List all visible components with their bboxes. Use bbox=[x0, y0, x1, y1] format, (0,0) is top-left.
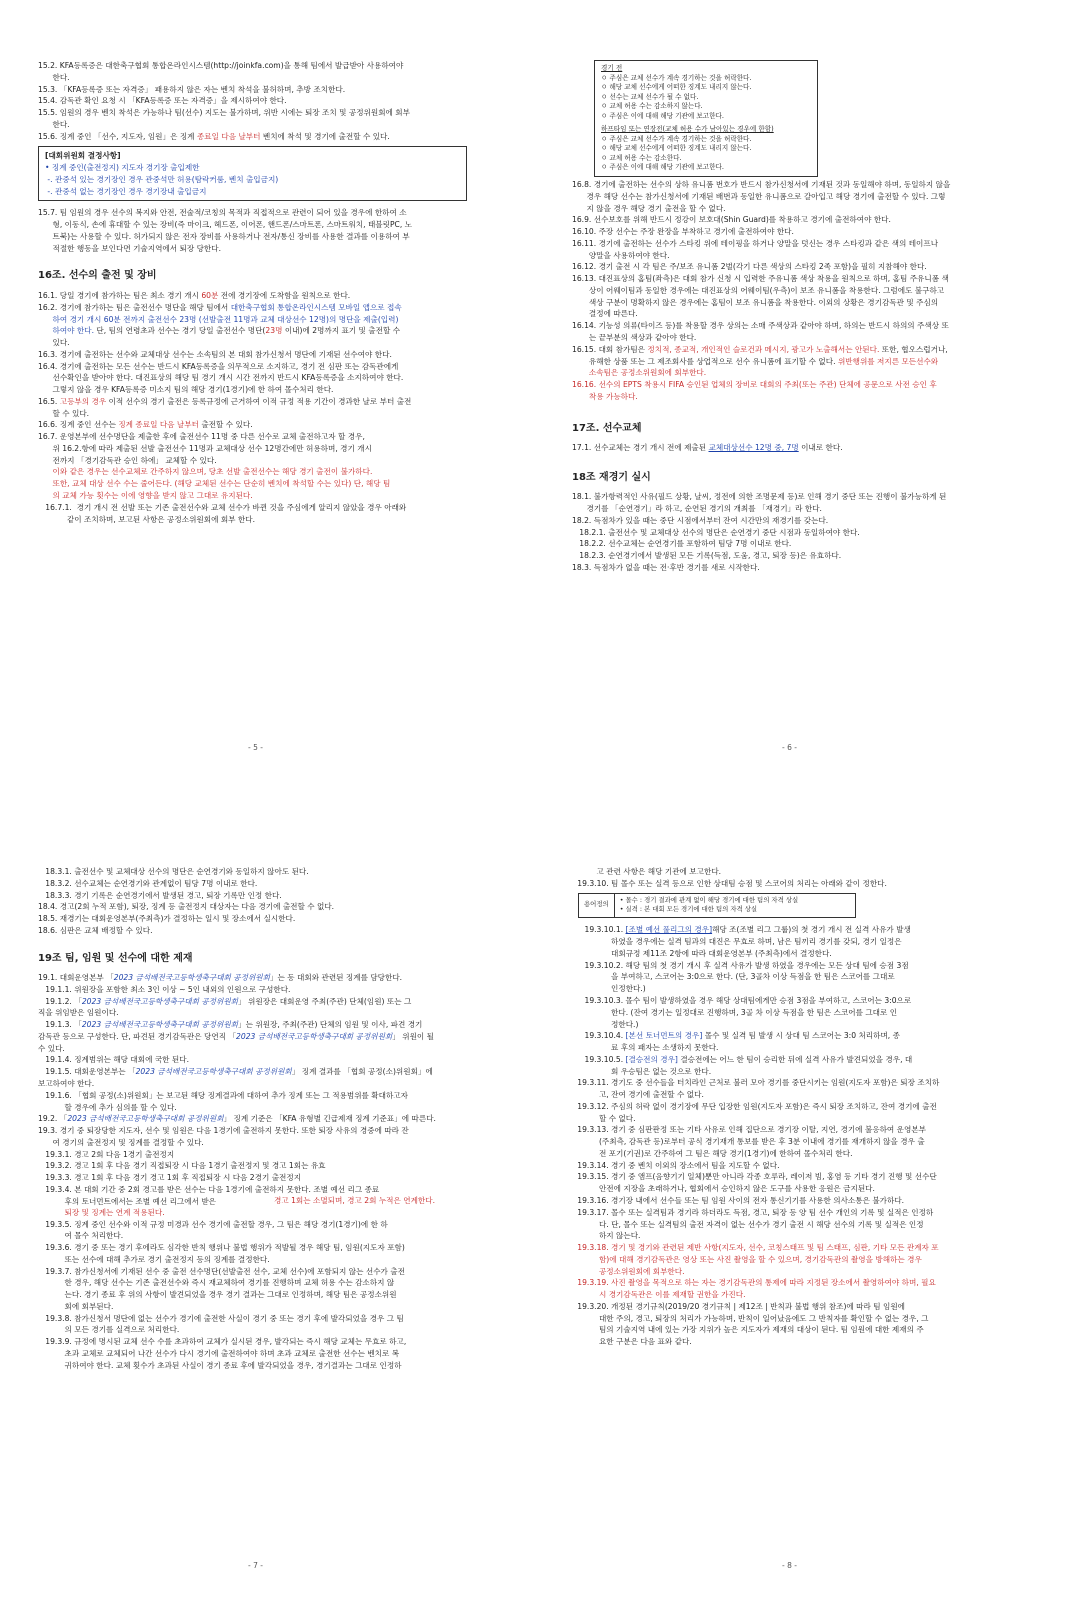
rule-16-2-line2: 하여 경기 개시 60분 전까지 출전선수 23명 (선발출전 11명과 교체 대상선수 12명)의 명단을 제출(입력) bbox=[38, 314, 399, 324]
rule-19-2 bbox=[38, 1113, 488, 1125]
rule-16-2-line4: 있다. bbox=[38, 338, 70, 348]
text-line: ㅇ 선수는 교체 선수가 될 수 없다. bbox=[601, 92, 699, 101]
text: 」 징계 결과를 「협회 공정(소)위원회」에 bbox=[291, 1067, 433, 1077]
text-line: 19.3.1. 경고 2회 다음 1경기 출전정지 bbox=[38, 1149, 175, 1159]
text-red: 60분 bbox=[201, 290, 219, 300]
text-line: 15.3. 「KFA등록증 또는 자격증」 패용하지 않은 자는 벤치 착석을 불허하며, 추방 조치한다. bbox=[38, 84, 346, 94]
text-line: 19.3.18. 경기 및 경기와 관련된 제반 사항(지도자, 선수, 코칭스태프 및 팀 스태프, 심판, 기타 모든 관계자 포 bbox=[570, 1243, 939, 1253]
rule-16-7 bbox=[38, 431, 478, 466]
text-line: 16.10. 주장 선수는 주장 완장을 부착하고 경기에 출전하여야 한다. bbox=[572, 227, 794, 237]
rule-16-1 bbox=[38, 290, 478, 302]
text: 16.6. 징계 중인 선수는 bbox=[38, 420, 119, 430]
substitution-conditions-box bbox=[594, 60, 818, 177]
rule-19-1-4: 19.1.4. 징계범위는 해당 대회에 국한 된다. bbox=[38, 1055, 189, 1065]
text-line: 고, 잔여 경기에 출전할 수 없다. bbox=[570, 1090, 704, 1100]
text-line: 하지 않는다. bbox=[570, 1231, 641, 1241]
text-red: 고등부의 경우 bbox=[59, 396, 107, 406]
text-blue-underlined: 교체대상선수 12명 중, 7명 bbox=[708, 443, 799, 453]
text-line: 정한다.) bbox=[570, 1019, 639, 1029]
text-line: -. 관중석 있는 경기장인 경우 관중석만 허용(탐락커룸, 벤치 출입금지) bbox=[45, 174, 279, 184]
text-line: 15.2. KFA등록증은 대한축구협회 통합온라인시스템(http://joinkfa.com)을 통해 팀에서 발급받아 사용하여야 bbox=[38, 61, 404, 70]
rule-19-1-3-line2 bbox=[38, 1031, 488, 1043]
box-lines-before bbox=[601, 74, 811, 122]
rule-16-5-line2: 할 수 있다. bbox=[38, 408, 90, 418]
text-line: 지 않을 경우 해당 경기 출전을 할 수 없다. bbox=[572, 203, 726, 213]
text-line: 19.3.2. 경고 1회 후 다음 경기 직접퇴장 시 다음 1경기 출전정지 및 경고 1회는 유효 bbox=[38, 1161, 326, 1171]
rule-16-5 bbox=[38, 396, 478, 408]
text-line: 18.3.2. 선수교체는 순연경기와 관계없이 팀당 7명 이내로 한다. bbox=[38, 878, 258, 888]
text-line: 팀의 기술지역 내에 있는 가장 지위가 높은 지도자가 제재의 대상이 된다. 팀 임원에 대한 제재의 주 bbox=[570, 1325, 924, 1335]
text-line: 19.3.3. 경고 1회 후 다음 경기 경고 1회 후 직접퇴장 시 다음 2경기 출전정지 bbox=[38, 1173, 302, 1183]
text-line: 양말을 사용하여야 한다. bbox=[572, 250, 670, 260]
text-line: 형, 이동식, 손에 휴대할 수 있는 장비(즉 마이크, 헤드폰, 이어폰, 핸드폰/스마트폰, 스마트워치, 태블릿PC, 노 bbox=[38, 220, 412, 230]
rule-16-16: 16.16. 선수의 EPTS 착용시 FIFA 승인된 업체의 장비로 대회의 주최(또는 주관) 단체에 공문으로 사전 승인 후 bbox=[572, 380, 937, 390]
text: 16.1. 당일 경기에 참가하는 팀은 최소 경기 개시 bbox=[38, 290, 202, 300]
text-line: 또한, 교체 대상 선수 수는 줄어든다. (해당 교체된 선수는 단순히 벤치에 착석할 수는 있다) 단, 해당 팀 bbox=[38, 479, 391, 489]
text: 」는 위원장, 주최(주관) 단체의 임원 및 이사, 파견 경기 bbox=[238, 1020, 423, 1030]
text-line: 16.3. 경기에 출전하는 선수와 교체대상 선수는 소속팀의 본 대회 참가신청서 명단에 기재된 선수여야 한다. bbox=[38, 349, 392, 359]
text: 15.6. 징계 중인 「선수, 지도자, 임원」은 징계 bbox=[38, 131, 197, 141]
text-line: 대한 주의, 경고, 퇴장의 처리가 가능하며, 반칙이 일어났음에도 그 반칙자를 확인할 수 없는 경우, 그 bbox=[570, 1313, 929, 1323]
text-line: 회에 회부된다. bbox=[38, 1301, 114, 1311]
page-number-7: - 7 - bbox=[248, 1561, 263, 1570]
text-line: 18.5. 재경기는 대회운영본부(주최측)가 결정하는 일시 및 장소에서 실시한다. bbox=[38, 914, 296, 924]
text-line: 16.7. 운영본부에 선수명단을 제출한 후에 출전선수 11명 중 다른 선수로 교체 출전하고자 할 경우, bbox=[38, 432, 365, 442]
text-line: 19.3.10.3. 몰수 팀이 발생하였을 경우 해당 상대팀에게만 승점 3점을 부여하고, 스코어는 3:0으로 bbox=[570, 995, 912, 1005]
text-blue: 2023 금석배전국고등학생축구대회 공정위원회 bbox=[67, 1114, 224, 1124]
rule-16-16-line2: 착용 가능하다. bbox=[572, 391, 638, 401]
rule-17-1 bbox=[572, 442, 1022, 454]
text-line: -. 관중석 없는 경기장인 경우 경기장내 출입금지 bbox=[45, 186, 207, 196]
definition-lines bbox=[620, 896, 850, 916]
text-line: 19.3.13. 경기 중 심판판정 또는 기타 사유로 인해 집단으로 경기장 이탈, 지연, 경기에 불응하여 운영본부 bbox=[570, 1125, 927, 1135]
heading-article-17: 17조. 선수교체 bbox=[572, 422, 642, 434]
heading-article-18: 18조 재경기 실시 bbox=[572, 471, 651, 483]
rule-15-7 bbox=[38, 207, 478, 254]
text-line: 19.3. 경기 중 퇴장당한 지도자, 선수 및 임원은 다음 1경기에 출전하지 못한다. 또한 퇴장 사유의 경중에 따라 잔 bbox=[38, 1126, 409, 1136]
text-line: 초과 교체로 교체되어 나간 선수가 다시 경기에 출전하여야 하며 초과 교체로 출전한 선수는 벤치로 복 bbox=[38, 1348, 400, 1358]
text-line: 18.2.1. 출전선수 및 교체대상 선수의 명단은 순연경기 중단 시점과 동일하여야 한다. bbox=[572, 527, 860, 537]
text: 19.3.10.4. bbox=[570, 1031, 626, 1041]
text-line: 같이 조치하며, 보고된 사항은 공정소위원회에 회부 한다. bbox=[38, 514, 255, 524]
rules-16-3-16-4 bbox=[38, 349, 478, 396]
box-title: [대회위원회 결정사항] bbox=[45, 151, 121, 161]
text-line: ㅇ 주심은 이에 대해 해당 기관에 보고한다. bbox=[601, 163, 724, 172]
text-line: 16.13. 대진표상의 홈팀(좌측)은 대회 참가 신청 시 입력한 주유니폼 색상 착용을 원칙으로 하며, 홈팀 주유니폼 색 bbox=[572, 274, 949, 284]
rules-19-3-5-19-3-9 bbox=[38, 1219, 488, 1372]
text-line: 또는 선수에 대해 추가로 경기 출전정지 등의 징계를 결정한다. bbox=[38, 1254, 270, 1264]
text-line: 적절한 행동을 보인다면 기술지역에서 퇴장 당한다. bbox=[38, 243, 222, 253]
rule-19-1-2-line2: 직을 위임받은 임원이다. bbox=[38, 1008, 119, 1018]
text: 또한, 협오스럽거나, bbox=[879, 344, 948, 354]
rule-19-1-3 bbox=[38, 1019, 488, 1031]
rule-16-2-line3 bbox=[38, 325, 478, 337]
text-line: 전까지 「경기감독관 승인 하에」 교체할 수 있다. bbox=[38, 455, 217, 465]
rule-19-1-2 bbox=[38, 996, 488, 1008]
text-line: 경우 해당 선수는 참가신청서에 기재된 배번과 동일한 유니폼으로 갈아입고 해당 경기에 출전할 수 있다. 그렇 bbox=[572, 191, 946, 201]
text-line: • 실격 : 본 대회 모든 경기에 대한 팀의 자격 상실 bbox=[619, 905, 758, 914]
text-line: • 몰수 : 경기 결과에 관계 없이 해당 경기에 대한 팀의 자격 상실 bbox=[619, 895, 799, 904]
text-line: 19.3.17. 몰수 또는 실격팀과 경기라 하더라도 득점, 경고, 퇴장 등 양 팀 선수 개인의 기록 및 실적은 인정하 bbox=[570, 1207, 934, 1217]
text-line: 고 관련 사항은 해당 기관에 보고한다. bbox=[570, 867, 722, 876]
rule-16-7-1 bbox=[38, 502, 478, 526]
rules-19-3-9-19-3-10 bbox=[570, 866, 1025, 890]
heading-article-19: 19조 팀, 임원 및 선수에 대한 제재 bbox=[38, 952, 193, 964]
text-line: ㅇ 교체 허용 수는 감소한다. bbox=[601, 153, 682, 162]
box-title-halftime: 하프타임 또는 연장전(교체 허용 수가 남아있는 경우에 한함) bbox=[601, 125, 774, 134]
page-6 bbox=[572, 60, 1022, 574]
text-line: 19.3.6. 경기 중 또는 경기 후에라도 심각한 반칙 행위나 불법 행위가 적발될 경우 해당 팀, 임원(지도자 포함) bbox=[38, 1243, 405, 1253]
text-line: 19.3.12. 주심의 허락 없이 경기장에 무단 입장한 임원(지도자 포함)은 즉시 퇴장 조치하고, 잔여 경기에 출전 bbox=[570, 1101, 937, 1111]
text: 」 징계 기준은 「KFA 유형별 긴급제재 징계 기준표」에 따른다. bbox=[223, 1114, 436, 1124]
text-blue: 2023 금석배전국고등학생축구대회 공정위원회 bbox=[81, 996, 239, 1006]
text-line: 한다. bbox=[38, 119, 70, 129]
text-line: 16.9. 선수보호를 위해 반드시 정강이 보호대(Shin Guard)를 착용하고 경기에 출전하여야 한다. bbox=[572, 215, 891, 225]
text-line: 18.6. 심판은 교체 배정할 수 있다. bbox=[38, 925, 153, 935]
text-line: 의 모든 경기를 실격으로 처리한다. bbox=[38, 1325, 180, 1335]
text-line: 트북)는 사용할 수 있다. 허가되지 않은 전자 장비를 사용하거나 전자/통신 장비를 사용한 결과를 이용하여 부 bbox=[38, 231, 410, 241]
text: 출전할 수 있다. bbox=[198, 420, 253, 430]
rule-19-3-10-5 bbox=[570, 1054, 1025, 1066]
text-line: 이와 같은 경우는 선수교체로 간주하지 않으며, 당초 선발 출전선수는 해당 경기 출전이 불가하다. bbox=[38, 467, 373, 477]
text-line: 15.5. 임원의 경우 벤치 착석은 가능하나 팀(선수) 지도는 불가하며, 위반 시에는 퇴장 조치 및 공정위원회에 회부 bbox=[38, 108, 410, 118]
text: 」는 동 대회와 관련된 징계를 담당한다. bbox=[269, 973, 403, 983]
text: 」 위원장은 대회운영 주최(주관) 단체(임원) 또는 그 bbox=[238, 996, 412, 1006]
text: 19.3.10.5. bbox=[570, 1054, 626, 1064]
text-line: • 징계 중인(출전정지) 지도자 경기장 출입제한 bbox=[45, 163, 200, 173]
rule-19-3-20 bbox=[570, 1301, 1025, 1348]
box-lines-halftime bbox=[601, 135, 811, 173]
text: 감독관 등으로 구성한다. 단, 파견된 경기감독관은 당연직 「 bbox=[38, 1031, 237, 1041]
rule-19-1-3-line3: 수 있다. bbox=[38, 1043, 65, 1053]
text: 19.1.2. 「 bbox=[38, 996, 82, 1006]
page-7 bbox=[38, 866, 488, 1372]
text-line: 한 경우, 해당 선수는 기존 출전선수와 즉시 재교체하여 경기를 진행하며 교체 허용 수는 감소하지 않 bbox=[38, 1278, 395, 1288]
text-line: 19.3.11. 경기도 중 선수들을 터치라인 근처로 불러 모아 경기를 중단시키는 임원(지도자 포함)은 퇴장 조치하 bbox=[570, 1078, 940, 1088]
text-line: 18.2. 득점차가 있을 때는 중단 시점에서부터 잔여 시간만의 재경기를 갖는다. bbox=[572, 515, 829, 525]
text-line: 16.11. 경기에 출전하는 선수가 스타킹 위에 테이핑을 하거나 양말을 덧신는 경우 스타킹과 같은 색의 테이프나 bbox=[572, 238, 939, 248]
text-line: 결정에 따른다. bbox=[572, 309, 638, 319]
rules-18 bbox=[572, 491, 1022, 573]
text-line: 19.3.10.2. 해당 팀의 첫 경기 개시 후 실격 사유가 발생 하였을 경우에는 모든 상대 팀에 승점 3점 bbox=[570, 960, 909, 970]
page-number-5: - 5 - bbox=[248, 743, 263, 752]
text-line: 후의 토너먼트에서는 조별 예선 리그에서 받은 bbox=[38, 1196, 219, 1206]
text-line: 한다. bbox=[38, 72, 70, 82]
rule-16-15-line3: 소속팀은 공정소위원회에 회부한다. bbox=[572, 368, 707, 378]
text-line: 여 경기의 출전정지 및 징계를 결정할 수 있다. bbox=[38, 1137, 204, 1147]
text-line: 19.1.6. 「협회 공정(소)위원회」는 보고된 해당 징계결과에 대하여 추가 징계 또는 그 적용범위를 확대하고자 bbox=[38, 1090, 408, 1100]
text-line: 의 교체 가능 횟수는 이에 영향을 받지 않고 그대로 유지된다. bbox=[38, 491, 253, 500]
text-line: 시 경기감독관은 이를 제재할 권한을 가진다. bbox=[570, 1290, 746, 1300]
text: 19.2. 「 bbox=[38, 1114, 68, 1124]
text: 16.15. 대회 참가팀은 bbox=[572, 344, 648, 354]
text-line: 16.8. 경기에 출전하는 선수의 상하 유니폼 번호가 반드시 참가신청서에 기재된 것과 동일해야 하며, 동일하지 않을 bbox=[572, 180, 951, 190]
text-line: 색상 구분이 명확하지 않은 경우에는 홈팀이 보조 유니폼을 착용한다. 이외의 상황은 경기감독관 및 주심의 bbox=[572, 297, 939, 307]
text-line: 15.4. 감독관 확인 요청 시 「KFA등록증 또는 자격증」을 제시하여야 한다. bbox=[38, 96, 287, 106]
text: 이내로 한다. bbox=[798, 443, 843, 453]
heading-article-16: 16조. 선수의 출전 및 장비 bbox=[38, 270, 157, 282]
text-line: 18.2.3. 순연경기에서 발생된 모든 기록(득점, 도움, 경고, 퇴장 등)은 유효하다. bbox=[572, 551, 842, 561]
text-line: 18.3.1. 출전선수 및 교체대상 선수의 명단은 순연경기와 동일하지 않아도 된다. bbox=[38, 867, 309, 876]
rule-16-2 bbox=[38, 302, 478, 314]
text: 벤치에 착석 및 경기에 출전할 수 있다. bbox=[260, 131, 390, 141]
rule-16-15-line2 bbox=[572, 356, 1022, 368]
text: 전에 경기장에 도착함을 원칙으로 한다. bbox=[218, 290, 351, 300]
rules-16-8-16-14 bbox=[572, 179, 1022, 344]
text-line: 대회규정 제11조 2항에 따라 대회운영본부 (주최측)에서 결정한다. bbox=[570, 948, 832, 958]
text-line: 16.4. 경기에 출전하는 모든 선수는 반드시 KFA등록증을 의무적으로 소지하고, 경기 전 심판 또는 감독관에게 bbox=[38, 361, 399, 371]
box-lines bbox=[45, 162, 460, 197]
text: 16.5. bbox=[38, 396, 60, 406]
rules-19-3-18-19-3-19 bbox=[570, 1242, 1025, 1301]
text-line: ㅇ 해당 교체 선수에게 어떠한 징계도 내리지 않는다. bbox=[601, 144, 752, 153]
page-5 bbox=[38, 60, 478, 525]
text-line: 여 몰수 처리한다. bbox=[38, 1231, 124, 1241]
page-8 bbox=[570, 866, 1025, 1348]
text-line: ㅇ 주심은 교체 선수가 계속 경기하는 것을 허락한다. bbox=[601, 73, 752, 82]
text-blue: 대한축구협회 통합온라인시스템 모바일 앱으로 접속 bbox=[230, 302, 402, 312]
text-blue: [결승전의 경우] bbox=[625, 1054, 678, 1064]
text: 19.1.5. 대회운영본부는 「 bbox=[38, 1067, 136, 1077]
page-number-6: - 6 - bbox=[782, 743, 797, 752]
text-red: 징계 종료일 다음 날부터 bbox=[118, 420, 199, 430]
text-red: 정치적, 종교적, 개인적인 슬로건과 메시지, 광고가 노출해서는 안된다. bbox=[647, 344, 880, 354]
text-blue: 2023 금석배전국고등학생축구대회 공정위원회 bbox=[135, 1067, 292, 1077]
rules-19-3-11-19-3-17 bbox=[570, 1077, 1025, 1242]
rule-19-1-6 bbox=[38, 1090, 488, 1114]
text-line: 18.4. 경고(2회 누적 포함), 퇴장, 징계 등 출전정지 대상자는 다음 경기에 출전할 수 없다. bbox=[38, 902, 335, 912]
text: 단, 팀의 연령초과 선수는 경기 당일 출전선수 명단( bbox=[94, 326, 266, 336]
rule-19-3-4-red-line2: 퇴장 및 징계는 연계 적용된다. bbox=[38, 1207, 165, 1217]
text-line: 할 수 없다. bbox=[570, 1113, 636, 1123]
rule-16-7-red bbox=[38, 466, 478, 501]
definition-table bbox=[578, 893, 856, 919]
text-line: 16.7.1. 경기 개시 전 선발 또는 기존 출전선수와 교체 선수가 바뀐 것을 주심에게 알리지 않았을 경우 아래와 bbox=[38, 502, 407, 512]
text-line: 할 경우에 추가 심의를 할 수 있다. bbox=[38, 1102, 177, 1112]
text-line: ㅇ 해당 교체 선수에게 어떠한 징계도 내리지 않는다. bbox=[601, 83, 752, 92]
text-blue-underlined: [조별 예선 풀리그의 경우] bbox=[625, 925, 713, 935]
text-line: 19.3.9. 규정에 명시된 교체 선수 수를 초과하여 교체가 실시된 경우, 발각되는 즉시 해당 교체는 무효로 하고, bbox=[38, 1337, 407, 1347]
text-line: 19.3.19. 사진 촬영을 목적으로 하는 자는 경기감독관의 통제에 따라 지정된 장소에서 촬영하여야 하며, 필요 bbox=[570, 1278, 936, 1288]
rule-19-3-10-4 bbox=[570, 1030, 1025, 1042]
text-line: 19.3.4. 본 대회 기간 중 2회 경고를 받은 선수는 다음 1경기에 출전하지 못한다. 조별 예선 리그 종료 bbox=[38, 1184, 380, 1194]
text-red: 위반행위를 저지른 모든선수와 bbox=[837, 356, 939, 366]
text-blue: 2023 금석배전국고등학생축구대회 공정위원회 bbox=[236, 1031, 393, 1041]
text-line: 18.2.2. 선수교체는 순연경기를 포함하여 팀당 7명 이내로 한다. bbox=[572, 539, 792, 549]
text-blue: 하여야 한다. bbox=[38, 326, 94, 336]
page-number-8: - 8 - bbox=[782, 1561, 797, 1570]
text-line: 인정한다.) bbox=[570, 984, 646, 994]
text: 결승전에는 어느 한 팀이 승리한 뒤에 실격 사유가 발견되었을 경우, 대 bbox=[677, 1054, 913, 1064]
definition-content bbox=[614, 893, 855, 918]
text: 해당 조(조별 리그 그룹)의 첫 경기 개시 전 실격 사유가 발생 bbox=[712, 925, 911, 935]
rule-19-3-10-4-line2: 료 후의 패자는 소생하지 못한다. bbox=[570, 1043, 719, 1053]
rule-15-6 bbox=[38, 131, 478, 143]
text-line: 19.3.7. 참가신청서에 기재된 선수 중 출전 선수명단(선발출전 선수, 교체 선수)에 포함되지 않는 선수가 출전 bbox=[38, 1266, 405, 1276]
rule-19-3-10-1 bbox=[570, 924, 1025, 936]
page5-top-lines bbox=[38, 60, 478, 131]
text-line: 한다. (잔여 경기는 일정대로 진행하며, 3골 차 이상 득점을 한 팀은 스코어를 그대로 인 bbox=[570, 1007, 898, 1017]
text: 몰수 및 실격 팀 발생 시 상대 팀 스코어는 3:0 처리하며, 종 bbox=[702, 1031, 900, 1041]
rules-19-3-10-1-to-3 bbox=[570, 936, 1025, 1030]
rule-19-3-10-5-line2: 회 우승팀은 없는 것으로 한다. bbox=[570, 1066, 712, 1076]
text-line: 전 포기(기권)로 간주하여 그 팀은 해당 경기(1경기)에 한하여 몰수처리 한다. bbox=[570, 1148, 853, 1158]
text-line: 경기를 「순연경기」라 하고, 순연된 경기의 개최를 「재경기」라 한다. bbox=[572, 504, 822, 514]
text-line: 안전에 지장을 초래하거나, 협회에서 승인하지 않은 도구를 사용한 응원은 금지된다. bbox=[570, 1184, 875, 1194]
text-line: 19.3.20. 개정된 경기규칙(2019/20 경기규칙 | 제12조 | 반칙과 불법 행위 참조)에 따라 팀 임원에 bbox=[570, 1301, 905, 1311]
text-line: 하였을 경우에는 실격 팀과의 대진은 무효로 하며, 남은 팀끼리 경기를 갖되, 경기 일정은 bbox=[570, 937, 902, 947]
text: 17.1. 선수교체는 경기 개시 전에 제출된 bbox=[572, 443, 709, 453]
text: 유해한 상품 또는 그 제조회사를 상업적으로 선수 유니폼에 표기할 수 없다. bbox=[572, 356, 838, 366]
text-blue: 2023 금석배전국고등학생축구대회 공정위원회 bbox=[81, 1020, 239, 1030]
text-line: 는다. 경기 종료 후 위의 사항이 발견되었을 경우 경기 결과는 그대로 인정하며, 해당 팀은 공정소위원 bbox=[38, 1290, 397, 1300]
text-red: 종료일 다음 날부터 bbox=[196, 131, 261, 141]
text-line: 공정소위원회에 회부한다. bbox=[570, 1266, 685, 1276]
text: 19.1.3. 「 bbox=[38, 1020, 82, 1030]
committee-decision-box bbox=[38, 146, 467, 201]
text-line: 을 부여하고, 스코어는 3:0으로 한다. (단, 3골차 이상 득점을 한 팀은 스코어를 그대로 bbox=[570, 972, 895, 982]
text-line: 19.3.5. 징계 중인 선수와 이적 규정 미경과 선수 경기에 출전할 경우, 그 팀은 해당 경기(1경기)에 한 하 bbox=[38, 1219, 388, 1229]
text-line: 19.3.16. 경기장 내에서 선수들 또는 팀 임원 사이의 전자 통신기기를 사용한 의사소통은 불가하다. bbox=[570, 1195, 905, 1205]
text: 19.1. 대회운영본부 「 bbox=[38, 973, 114, 983]
text-line: 19.3.15. 경기 중 앰프(음향기기 일체)뿐만 아니라 각종 호루라, 레이저 빔, 홍염 등 기타 경기 진행 및 선수단 bbox=[570, 1172, 937, 1182]
text-line: 귀하여야 한다. 교체 횟수가 초과된 사실이 경기 종료 후에 발각되었을 경우, 경기결과는 그대로 인정하 bbox=[38, 1360, 402, 1370]
rule-16-6 bbox=[38, 419, 478, 431]
text-line: 19.3.10. 팀 몰수 또는 실격 등으로 인한 상대팀 승점 및 스코어의 처리는 아래와 같이 정한다. bbox=[570, 878, 887, 888]
text-line: 선수확인을 받아야 한다. 대진표상의 해당 팀 경기 개시 시간 전까지 반드시 KFA등록증을 소지하여야 한다. bbox=[38, 373, 404, 383]
text-line: 다. 단, 몰수 또는 실격팀의 출전 자격이 없는 선수가 경기 출전 시 해당 선수의 기록 및 실적은 인정 bbox=[570, 1219, 924, 1229]
text: 19.3.10.1. bbox=[570, 925, 626, 935]
text-line: 위 16.2.항에 따라 제출된 선발 출전선수 11명과 교체대상 선수 12명간에만 허용하며, 경기 개시 bbox=[38, 443, 372, 453]
text: 이적 선수의 경기 출전은 등록규정에 근거하여 이적 규정 적용 기간이 경과한 날로 부터 출전 bbox=[106, 396, 412, 406]
text-line: 는 끝부분의 색상과 같아야 한다. bbox=[572, 332, 697, 342]
text-line: 19.3.8. 참가신청서 명단에 없는 선수가 경기에 출전한 사실이 경기 중 또는 경기 후에 발각되었을 경우 그 팀 bbox=[38, 1313, 404, 1323]
text-line: 18.3.3. 경기 기록은 순연경기에서 발생된 경고, 퇴장 기록만 인정 한다. bbox=[38, 890, 282, 900]
text-line: 18.3. 득점차가 없을 때는 전·후반 경기를 새로 시작한다. bbox=[572, 562, 760, 572]
text-line: 요한 구분은 다음 표와 같다. bbox=[570, 1337, 692, 1347]
text-blue: 2023 금석배전국고등학생축구대회 공정위원회 bbox=[113, 973, 270, 983]
rule-19-1 bbox=[38, 972, 488, 984]
rule-19-1-5 bbox=[38, 1066, 488, 1078]
text-line: 함)에 대해 경기감독관은 영상 또는 사진 촬영을 할 수 있으며, 경기감독관의 촬영을 방해하는 경우 bbox=[570, 1254, 922, 1264]
text: 이내)에 2명까지 표기 및 출전할 수 bbox=[282, 326, 401, 336]
text-line: 15.7. 팀 임원의 경우 선수의 복지와 안전, 전술적/코칭의 목적과 직접적으로 관련이 되어 있을 경우에 한하여 소 bbox=[38, 208, 407, 218]
text-line: ㅇ 교체 허용 수는 감소하지 않는다. bbox=[601, 102, 703, 111]
text: 」 위원이 될 bbox=[392, 1031, 435, 1041]
rule-19-3-4-red: 경고 1회는 소멸되며, 경고 2회 누적은 연계한다. bbox=[274, 1196, 436, 1206]
text-red: 23명 bbox=[265, 326, 283, 336]
text-line: 18.1. 불가항력적인 사유(필드 상황, 날씨, 정전에 의한 조명문제 등)로 인해 경기 중단 또는 진행이 불가능하게 된 bbox=[572, 492, 947, 502]
text-line: ㅇ 주심은 교체 선수가 계속 경기하는 것을 허락한다. bbox=[601, 134, 752, 143]
rule-19-1-5-line2: 보고하여야 한다. bbox=[38, 1078, 95, 1088]
text-line: 16.14. 기능성 의류(타이즈 등)를 착용할 경우 상의는 소매 주색상과 같아야 하며, 하의는 반드시 하의의 주색상 또 bbox=[572, 321, 949, 331]
definition-label: 용어정의 bbox=[579, 893, 615, 918]
text-line: 16.12. 경기 출전 시 각 팀은 주/보조 유니폼 2벌(각기 다른 색상의 스타킹 2족 포함)을 필히 지참해야 한다. bbox=[572, 262, 927, 272]
text-line: 그렇지 않을 경우 KFA등록증 미소지 팀의 해당 경기(1경기)에 한 하여 몰수처리 한다. bbox=[38, 385, 334, 395]
text-line: 상이 어웨이팀과 동일한 경우에는 대진표상의 어웨이팀(우측)이 보조 유니폼을 착용한다. 그럼에도 불구하고 bbox=[572, 285, 945, 295]
text: 16.2. 경기에 참가하는 팀은 출전선수 명단을 해당 팀에서 bbox=[38, 302, 231, 312]
rule-16-15 bbox=[572, 344, 1022, 356]
text-line: ㅇ 주심은 이에 대해 해당 기관에 보고한다. bbox=[601, 111, 724, 120]
box-title-before-match: 경기 전 bbox=[601, 64, 623, 72]
rule-19-1-1: 19.1.1. 위원장을 포함한 최소 3인 이상 ~ 5인 내외의 인원으로 구성한다. bbox=[38, 984, 291, 994]
text-blue: [본선 토너먼트의 경우] bbox=[625, 1031, 703, 1041]
text-line: 19.3.14. 경기 중 벤치 이외의 장소에서 팀을 지도할 수 없다. bbox=[570, 1160, 780, 1170]
rules-18-3 bbox=[38, 866, 488, 937]
text-line: (주최측, 감독관 등)로부터 공식 경기재개 통보를 받은 후 3분 이내에 경기를 재개하지 않을 경우 출 bbox=[570, 1137, 925, 1147]
